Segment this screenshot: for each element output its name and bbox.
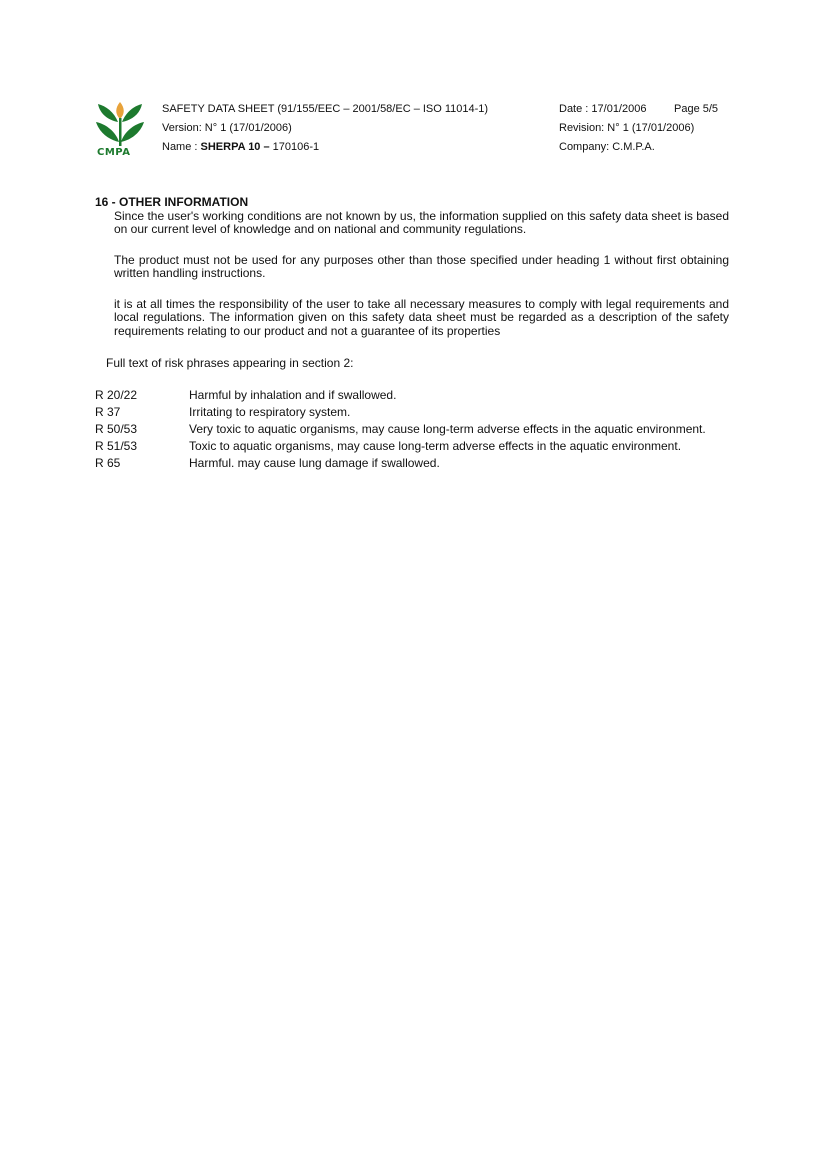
section-16 xyxy=(95,196,729,338)
list-item xyxy=(95,455,706,472)
paragraph: The product must not be used for any purposes other than those specified under heading 1 without first obtaining written handling instructions. xyxy=(114,252,729,280)
risk-code: R 65 xyxy=(95,456,121,470)
plant-logo-icon xyxy=(94,100,150,148)
cmpa-logo xyxy=(94,100,150,160)
revision: Revision: N° 1 (17/01/2006) xyxy=(559,122,695,134)
section-heading: 16 - OTHER INFORMATION xyxy=(95,195,249,209)
risk-text: Very toxic to aquatic organisms, may cause long-term adverse effects in the aquatic environment. xyxy=(189,422,706,436)
list-item xyxy=(95,404,706,421)
logo-text: CMPA xyxy=(97,147,131,158)
list-item xyxy=(95,421,706,438)
risk-phrase-list xyxy=(95,387,706,472)
page-number: Page 5/5 xyxy=(674,103,719,115)
risk-code: R 37 xyxy=(95,405,121,419)
risk-text: Harmful. may cause lung damage if swallowed. xyxy=(189,456,440,470)
risk-text: Harmful by inhalation and if swallowed. xyxy=(189,388,397,402)
risk-text: Irritating to respiratory system. xyxy=(189,405,351,419)
list-item xyxy=(95,438,706,455)
page-header xyxy=(94,100,734,160)
risk-code: R 50/53 xyxy=(95,422,138,436)
paragraph: it is at all times the responsibility of the user to take all necessary measures to comply with legal requirements and local regulations. The information given on this safety data sheet must be regarded as a description of the safety requirements relating to our product and not a guarantee of its properties xyxy=(114,296,729,338)
name-suffix: 170106-1 xyxy=(269,141,320,153)
name-bold: SHERPA 10 – xyxy=(200,141,270,153)
risk-code: R 20/22 xyxy=(95,388,138,402)
product-name xyxy=(162,141,319,154)
full-text-label: Full text of risk phrases appearing in section 2: xyxy=(106,356,354,370)
risk-text: Toxic to aquatic organisms, may cause long-term adverse effects in the aquatic environment. xyxy=(189,439,682,453)
company: Company: C.M.P.A. xyxy=(559,141,655,153)
doc-title: SAFETY DATA SHEET (91/155/EEC – 2001/58/EC – ISO 11014-1) xyxy=(162,103,489,115)
paragraph: Since the user's working conditions are not known by us, the information supplied on this safety data sheet is based on our current level of knowledge and on national and community regulations. xyxy=(114,208,729,236)
name-prefix: Name : xyxy=(162,141,201,153)
version: Version: N° 1 (17/01/2006) xyxy=(162,122,292,134)
risk-code: R 51/53 xyxy=(95,439,138,453)
date: Date : 17/01/2006 xyxy=(559,103,647,115)
list-item xyxy=(95,387,706,404)
